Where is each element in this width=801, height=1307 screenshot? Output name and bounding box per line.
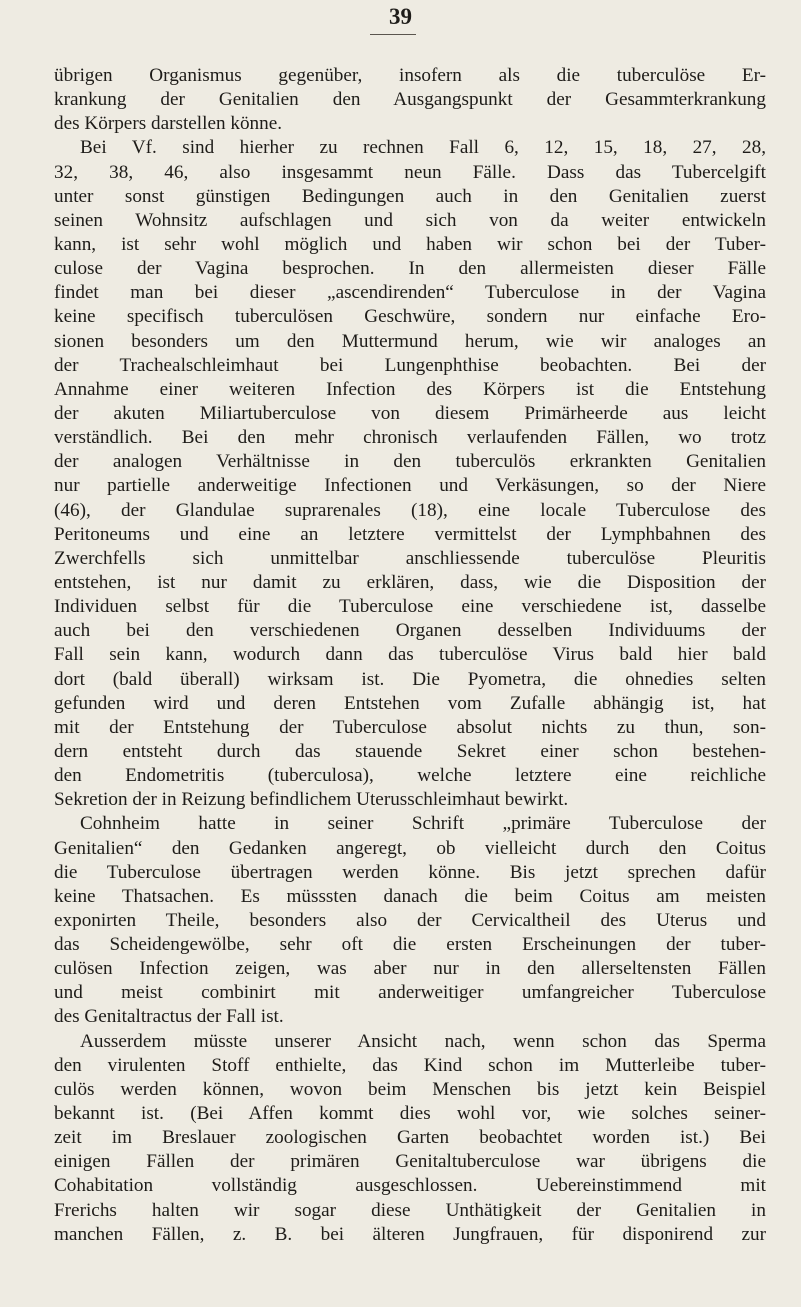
text-line: manchen Fällen, z. B. bei älteren Jungfrauen, für disponirend zur bbox=[54, 1223, 766, 1245]
text-line: Sekretion der in Reizung befindlichem Uterusschleimhaut bewirkt. bbox=[54, 789, 569, 811]
text-line: gefunden wird und deren Entstehen vom Zufalle abhängig ist, hat bbox=[54, 692, 766, 714]
text-line: die Tuberculose übertragen werden könne. Bis jetzt sprechen dafür bbox=[54, 861, 766, 883]
text-line: krankung der Genitalien den Ausgangspunkt der Gesammterkrankung bbox=[54, 89, 766, 111]
text-line: Annahme einer weiteren Infection des Körpers ist die Entstehung bbox=[54, 378, 766, 400]
text-line: nur partielle anderweitige Infectionen und Verkäsungen, so der Niere bbox=[54, 475, 766, 497]
text-line: culös werden können, wovon beim Menschen bis jetzt kein Beispiel bbox=[54, 1078, 766, 1100]
text-line: mit der Entstehung der Tuberculose absolut nichts zu thun, son- bbox=[54, 716, 766, 738]
text-line: Bei Vf. sind hierher zu rechnen Fall 6, 12, 15, 18, 27, 28, bbox=[80, 137, 766, 159]
text-line: dern entsteht durch das stauende Sekret einer schon bestehen- bbox=[54, 740, 766, 762]
text-line: sionen besonders um den Muttermund herum, wie wir analoges an bbox=[54, 330, 766, 352]
text-line: der Trachealschleimhaut bei Lungenphthise beobachten. Bei der bbox=[54, 354, 766, 376]
text-line: der analogen Verhältnisse in den tuberculös erkrankten Genitalien bbox=[54, 451, 766, 473]
text-line: keine specifisch tuberculösen Geschwüre, sondern nur einfache Ero- bbox=[54, 306, 766, 328]
text-line: bekannt ist. (Bei Affen kommt dies wohl vor, wie solches seiner- bbox=[54, 1103, 766, 1125]
text-line: Individuen selbst für die Tuberculose eine verschiedene ist, dasselbe bbox=[54, 596, 766, 618]
text-line: Peritoneums und eine an letztere vermittelst der Lymphbahnen des bbox=[54, 523, 766, 545]
body-text bbox=[54, 64, 766, 1247]
text-line: übrigen Organismus gegenüber, insofern als die tuberculöse Er- bbox=[54, 65, 766, 86]
text-line: Cohabitation vollständig ausgeschlossen. Uebereinstimmend mit bbox=[54, 1175, 766, 1197]
text-line: (46), der Glandulae suprarenales (18), eine locale Tuberculose des bbox=[54, 499, 766, 521]
text-line: 32, 38, 46, also insgesammt neun Fälle. Dass das Tubercelgift bbox=[54, 161, 766, 183]
text-line: den Endometritis (tuberculosa), welche letztere eine reichliche bbox=[54, 765, 766, 787]
text-line: culose der Vagina besprochen. In den allermeisten dieser Fälle bbox=[54, 258, 766, 280]
text-line: zeit im Breslauer zoologischen Garten beobachtet worden ist.) Bei bbox=[54, 1127, 766, 1149]
text-line: keine Thatsachen. Es müsssten danach die beim Coitus am meisten bbox=[54, 885, 766, 907]
text-line: das Scheidengewölbe, sehr oft die ersten Erscheinungen der tuber- bbox=[54, 934, 766, 956]
text-line: exponirten Theile, besonders also der Cervicaltheil des Uterus und bbox=[54, 909, 766, 931]
text-line: Zwerchfells sich unmittelbar anschliessende tuberculöse Pleuritis bbox=[54, 547, 766, 569]
text-line: dort (bald überall) wirksam ist. Die Pyometra, die ohnedies selten bbox=[54, 668, 766, 690]
text-line: den virulenten Stoff enthielte, das Kind schon im Mutterleibe tuber- bbox=[54, 1054, 766, 1076]
text-line: verständlich. Bei den mehr chronisch verlaufenden Fällen, wo trotz bbox=[54, 427, 766, 449]
text-line: entstehen, ist nur damit zu erklären, dass, wie die Disposition der bbox=[54, 571, 766, 593]
text-line: Cohnheim hatte in seiner Schrift „primäre Tuberculose der bbox=[80, 813, 766, 835]
text-line: und meist combinirt mit anderweitiger umfangreicher Tuberculose bbox=[54, 982, 766, 1004]
text-line: Ausserdem müsste unserer Ansicht nach, wenn schon das Sperma bbox=[80, 1030, 766, 1052]
text-line: findet man bei dieser „ascendirenden“ Tuberculose in der Vagina bbox=[54, 282, 766, 304]
text-line: Frerichs halten wir sogar diese Unthätigkeit der Genitalien in bbox=[54, 1199, 766, 1221]
text-line: seinen Wohnsitz aufschlagen und sich von da weiter entwickeln bbox=[54, 209, 766, 231]
text-line: des Genitaltractus der Fall ist. bbox=[54, 1006, 284, 1028]
text-line: des Körpers darstellen könne. bbox=[54, 113, 283, 135]
text-line: Genitalien“ den Gedanken angeregt, ob vielleicht durch den Coitus bbox=[54, 837, 766, 859]
text-line: culösen Infection zeigen, was aber nur in den allerseltensten Fällen bbox=[54, 958, 766, 980]
text-line: der akuten Miliartuberculose von diesem Primärheerde aus leicht bbox=[54, 402, 766, 424]
text-line: kann, ist sehr wohl möglich und haben wir schon bei der Tuber- bbox=[54, 233, 766, 255]
page-number-rule bbox=[370, 34, 416, 35]
text-line: unter sonst günstigen Bedingungen auch in den Genitalien zuerst bbox=[54, 185, 766, 207]
text-line: Fall sein kann, wodurch dann das tuberculöse Virus bald hier bald bbox=[54, 644, 766, 666]
page-number: 39 bbox=[389, 4, 412, 29]
text-line: auch bei den verschiedenen Organen desselben Individuums der bbox=[54, 620, 766, 642]
text-line: einigen Fällen der primären Genitaltuberculose war übrigens die bbox=[54, 1151, 766, 1173]
